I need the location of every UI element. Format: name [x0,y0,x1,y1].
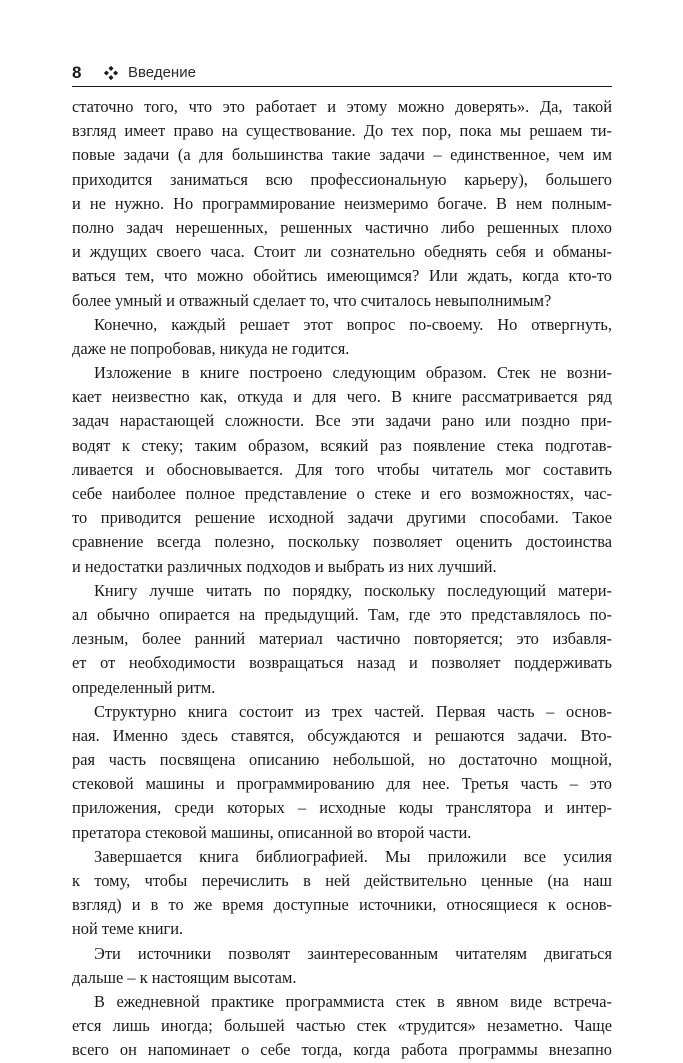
text-line: претатора стековой машины, описанной во второй части. [72,822,472,842]
paragraph [72,313,612,361]
text-line: рая часть посвящена описанию небольшой, но достаточно мощной, [72,750,612,770]
text-line: взгляд) и в то же время доступные источники, относящиеся к основ- [72,895,612,915]
running-header [72,62,612,87]
text-line: и недостатки различных подходов и выбрать из них лучший. [72,556,497,576]
text-line: ная. Именно здесь ставятся, обсуждаются и решаются задачи. Вто- [72,725,612,745]
text-line: лезным, более ранний материал частично повторяется; это избавля- [72,629,612,649]
paragraph [72,845,612,942]
text-line: и ждущих своего часа. Стоит ли сознательно обеднять себя и обманы- [72,242,612,262]
paragraph [72,700,612,845]
text-line: приложения, среди которых – исходные коды транслятора и интер- [72,798,612,818]
text-line: ваться тем, что можно обойтись имеющимся? Или ждать, когда кто-то [72,266,612,286]
chapter-title: Введение [128,64,196,81]
paragraph [72,95,612,313]
text-line: Книгу лучше читать по порядку, поскольку последующий матери- [94,580,612,600]
text-line: повые задачи (а для большинства такие задачи – единственное, чем им [72,145,612,165]
text-line: дальше – к настоящим высотам. [72,967,297,987]
text-line: и не нужно. Но программирование неизмеримо богаче. В нем полным- [72,193,612,213]
text-line: ет от необходимости возвращаться назад и позволяет поддерживать [72,653,612,673]
text-line: себе наиболее полное представление о стеке и его возможностях, час- [72,484,612,503]
text-line: В ежедневной практике программиста стек в явном виде встреча- [94,991,612,1011]
text-line: кает неизвестно как, откуда и для чего. В книге рассматривается ряд [72,387,612,407]
text-line: всего он напоминает о себе тогда, когда работа программы внезапно [72,1040,612,1060]
text-line: даже не попробовав, никуда не годится. [72,338,350,358]
body-text [72,95,612,1063]
text-line: водят к стеку; таким образом, всякий раз появление стека подготав- [72,435,612,455]
text-line: ной теме книги. [72,919,184,939]
text-line: взгляд имеет право на существование. До тех пор, пока мы решаем ти- [72,121,612,141]
text-line: ется лишь иногда; большей частью стек «трудится» незаметно. Чаще [72,1016,612,1036]
text-line: более умный и отважный сделает то, что считалось невыполнимым? [72,290,552,310]
text-line: Завершается книга библиографией. Мы приложили все усилия [94,846,612,866]
paragraph [72,579,612,700]
paragraph [72,361,612,579]
paragraph [72,990,612,1063]
text-line: Конечно, каждый решает этот вопрос по-своему. Но отвергнуть, [94,314,612,334]
text-line: то приводится решение исходной задачи другими способами. Такое [72,508,612,528]
text-line: сравнение всегда полезно, поскольку позволяет оценить достоинства [72,532,612,552]
paragraph [72,942,612,990]
text-line: ливается и обосновывается. Для того чтобы читатель мог составить [72,459,612,479]
text-line: полно задач нерешенных, решенных частично либо решенных плохо [72,217,612,237]
text-line: Изложение в книге построено следующим образом. Стек не возни- [94,363,612,383]
text-line: стековой машины и программированию для нее. Третья часть – это [72,774,612,794]
text-line: ал обычно опирается на предыдущий. Там, где это представлялось по- [72,604,612,624]
text-line: Эти источники позволят заинтересованным читателям двигаться [94,943,612,963]
page-number: 8 [72,63,82,82]
text-line: определенный ритм. [72,677,216,697]
text-line: Структурно книга состоит из трех частей. Первая часть – основ- [94,701,612,721]
text-line: к тому, чтобы перечислить в ней действительно ценные (на наш [72,871,612,890]
text-line: задач нарастающей сложности. Все эти задачи рано или поздно при- [72,411,612,431]
text-line: статочно того, что это работает и этому можно доверять». Да, такой [72,97,612,116]
four-petal-ornament-icon [104,66,118,80]
text-line: приходится заниматься всю профессиональную карьеру), большего [72,169,612,189]
